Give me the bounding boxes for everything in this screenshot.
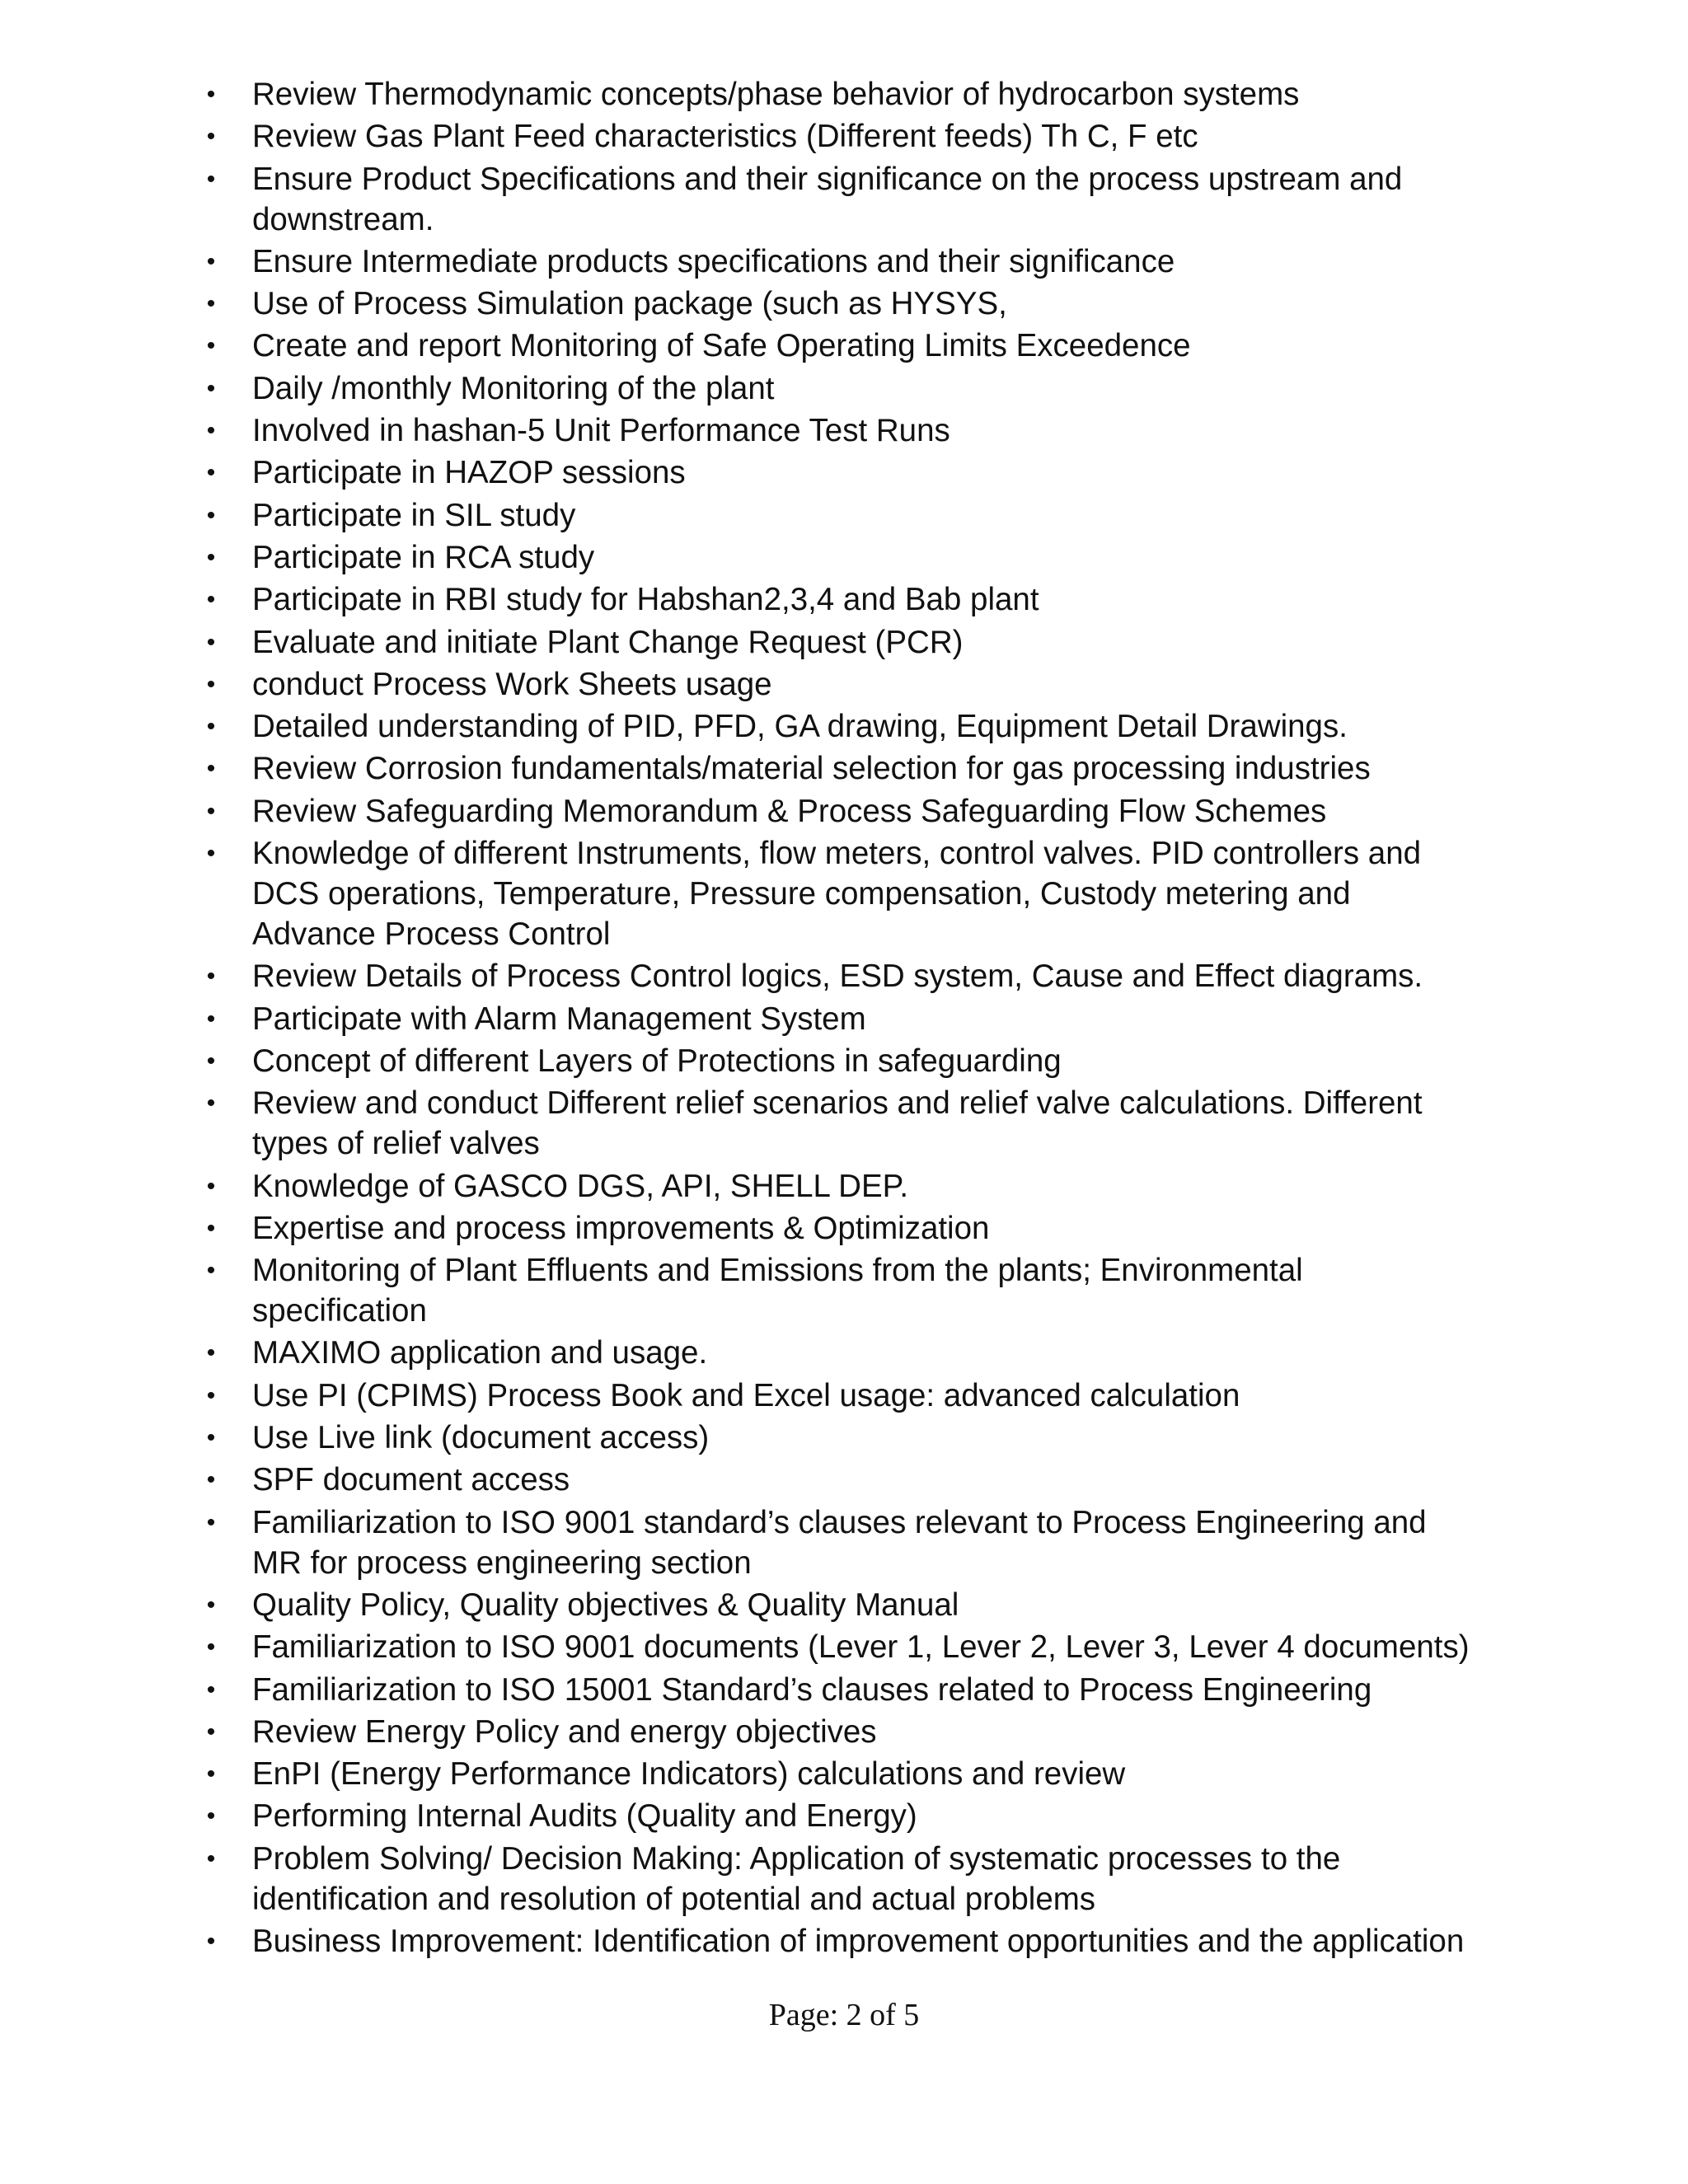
bullet-icon: •: [206, 840, 216, 868]
list-item: [198, 664, 1533, 705]
bullet-icon: •: [206, 1927, 216, 1955]
bullet-icon: •: [206, 1047, 216, 1075]
list-item-text: Review and conduct Different relief scenarios and relief valve calculations. Different: [252, 1085, 1423, 1122]
list-item-text: Performing Internal Audits (Quality and Energy): [252, 1798, 917, 1835]
list-item: [198, 999, 1533, 1039]
bullet-icon: •: [206, 586, 216, 614]
list-item: [198, 1376, 1533, 1416]
list-item-text: identification and resolution of potential and actual problems: [252, 1881, 1096, 1917]
list-item: [198, 956, 1533, 996]
bullet-icon: •: [206, 1718, 216, 1746]
list-item: [198, 537, 1533, 578]
list-item-text: Review Gas Plant Feed characteristics (Different feeds) Th C, F etc: [252, 119, 1198, 155]
list-item-text: Involved in hashan-5 Unit Performance Test Runs: [252, 413, 950, 449]
bullet-icon: •: [206, 123, 216, 151]
list-item-text: Monitoring of Plant Effluents and Emissions from the plants; Environmental: [252, 1253, 1303, 1289]
bullet-icon: •: [206, 1090, 216, 1118]
bullet-icon: •: [206, 1508, 216, 1536]
bullet-icon: •: [206, 713, 216, 741]
list-item-text: Create and report Monitoring of Safe Operating Limits Exceedence: [252, 328, 1191, 364]
list-item-text: Familiarization to ISO 9001 standard’s clauses relevant to Process Engineering and: [252, 1504, 1427, 1540]
list-item-text: specification: [252, 1293, 427, 1329]
list-item: [198, 1712, 1533, 1752]
list-item: [198, 1627, 1533, 1667]
list-item-text: Business Improvement: Identification of improvement opportunities and the application: [252, 1923, 1465, 1959]
list-item-text: types of relief valves: [252, 1126, 540, 1162]
list-item-text: Review Energy Policy and energy objectives: [252, 1713, 877, 1750]
list-item-text: Participate in RBI study for Habshan2,3,4 and Bab plant: [252, 582, 1039, 618]
list-item: [198, 1670, 1533, 1710]
list-item-text: Participate with Alarm Management System: [252, 1001, 866, 1037]
list-item: [198, 1041, 1533, 1081]
list-item-text: Concept of different Layers of Protections in safeguarding: [252, 1043, 1062, 1079]
list-item-text: Participate in RCA study: [252, 539, 595, 575]
bullet-icon: •: [206, 1591, 216, 1619]
bullet-icon: •: [206, 1760, 216, 1788]
list-item: [198, 284, 1533, 324]
list-item: [198, 706, 1533, 747]
list-item-text: Quality Policy, Quality objectives & Quality Manual: [252, 1586, 959, 1623]
bullet-icon: •: [206, 165, 216, 193]
list-item-text: SPF document access: [252, 1462, 570, 1498]
list-item: [198, 116, 1533, 157]
list-item: [198, 368, 1533, 409]
bullet-icon: •: [206, 290, 216, 318]
list-item: [198, 495, 1533, 536]
list-item-text: Participate in HAZOP sessions: [252, 455, 686, 491]
list-item-text: Ensure Intermediate products specifications and their significance: [252, 243, 1175, 279]
list-item-text: Daily /monthly Monitoring of the plant: [252, 370, 775, 406]
list-item-text: Review Thermodynamic concepts/phase behavior of hydrocarbon systems: [252, 77, 1300, 112]
list-item-text: Evaluate and initiate Plant Change Request (PCR): [252, 624, 964, 660]
list-item: [198, 326, 1533, 366]
list-item: [198, 833, 1533, 954]
bullet-icon: •: [206, 1005, 216, 1033]
list-item-text: Review Safeguarding Memorandum & Process Safeguarding Flow Schemes: [252, 793, 1327, 829]
bullet-icon: •: [206, 1381, 216, 1409]
list-item-text: Review Corrosion fundamentals/material selection for gas processing industries: [252, 751, 1371, 787]
bullet-icon: •: [206, 1214, 216, 1242]
list-item-text: Use of Process Simulation package (such as HYSYS,: [252, 286, 1007, 322]
list-item: [198, 1921, 1533, 1961]
bullet-icon: •: [206, 963, 216, 991]
bullet-icon: •: [206, 374, 216, 402]
bullet-icon: •: [206, 1424, 216, 1452]
bullet-icon: •: [206, 1675, 216, 1704]
list-item-text: Review Details of Process Control logics, ESD system, Cause and Effect diagrams.: [252, 958, 1423, 995]
list-item: [198, 1333, 1533, 1373]
list-item-text: Knowledge of different Instruments, flow meters, control valves. PID controllers and: [252, 836, 1422, 872]
bullet-icon: •: [206, 755, 216, 783]
list-item-text: MAXIMO application and usage.: [252, 1335, 708, 1371]
list-item: [198, 1083, 1533, 1164]
list-item: [198, 74, 1533, 115]
bullet-icon: •: [206, 1633, 216, 1661]
bullet-icon: •: [206, 797, 216, 825]
bullet-icon: •: [206, 459, 216, 487]
bullet-icon: •: [206, 81, 216, 108]
list-item: [198, 1796, 1533, 1836]
list-item: [198, 1208, 1533, 1249]
list-item-text: Ensure Product Specifications and their significance on the process upstream and: [252, 161, 1403, 197]
bullet-icon: •: [206, 247, 216, 275]
list-item: [198, 159, 1533, 240]
list-item: [198, 1585, 1533, 1625]
list-item-text: downstream.: [252, 201, 434, 237]
list-item: [198, 1754, 1533, 1794]
list-item-text: MR for process engineering section: [252, 1544, 752, 1581]
list-item: [198, 410, 1533, 451]
list-item-text: conduct Process Work Sheets usage: [252, 666, 772, 702]
bullet-icon: •: [206, 1802, 216, 1830]
list-item-text: Familiarization to ISO 9001 documents (Lever 1, Lever 2, Lever 3, Lever 4 documents): [252, 1629, 1470, 1666]
list-item: [198, 1502, 1533, 1583]
list-item: [198, 1460, 1533, 1500]
list-item-text: Use PI (CPIMS) Process Book and Excel usage: advanced calculation: [252, 1377, 1240, 1413]
list-item: [198, 241, 1533, 282]
bullet-icon: •: [206, 1257, 216, 1285]
list-item: [198, 791, 1533, 832]
list-item-text: Knowledge of GASCO DGS, API, SHELL DEP.: [252, 1168, 909, 1204]
list-item: [198, 1839, 1533, 1919]
list-item-text: Expertise and process improvements & Optimization: [252, 1210, 990, 1246]
bullet-icon: •: [206, 417, 216, 445]
bullet-icon: •: [206, 628, 216, 656]
list-item: [198, 452, 1533, 493]
bullet-icon: •: [206, 670, 216, 698]
list-item-text: Familiarization to ISO 15001 Standard’s clauses related to Process Engineering: [252, 1671, 1372, 1708]
list-item: [198, 1250, 1533, 1331]
list-item-text: Advance Process Control: [252, 916, 611, 953]
bullet-icon: •: [206, 543, 216, 571]
list-item: [198, 1418, 1533, 1458]
list-item: [198, 1166, 1533, 1207]
bullet-icon: •: [206, 1172, 216, 1200]
list-item: [198, 748, 1533, 789]
list-item: [198, 622, 1533, 663]
responsibilities-list: [198, 74, 1533, 1963]
bullet-icon: •: [206, 501, 216, 529]
bullet-icon: •: [206, 332, 216, 360]
list-item-text: Problem Solving/ Decision Making: Application of systematic processes to the: [252, 1840, 1341, 1877]
list-item-text: Use Live link (document access): [252, 1420, 710, 1456]
list-item-text: DCS operations, Temperature, Pressure compensation, Custody metering and: [252, 876, 1351, 912]
bullet-icon: •: [206, 1844, 216, 1872]
list-item-text: Detailed understanding of PID, PFD, GA drawing, Equipment Detail Drawings.: [252, 709, 1348, 745]
bullet-icon: •: [206, 1466, 216, 1494]
list-item-text: EnPI (Energy Performance Indicators) calculations and review: [252, 1756, 1126, 1793]
list-item: [198, 579, 1533, 620]
page-number: Page: 2 of 5: [768, 1998, 920, 2032]
list-item-text: Participate in SIL study: [252, 497, 576, 533]
bullet-icon: •: [206, 1339, 216, 1367]
